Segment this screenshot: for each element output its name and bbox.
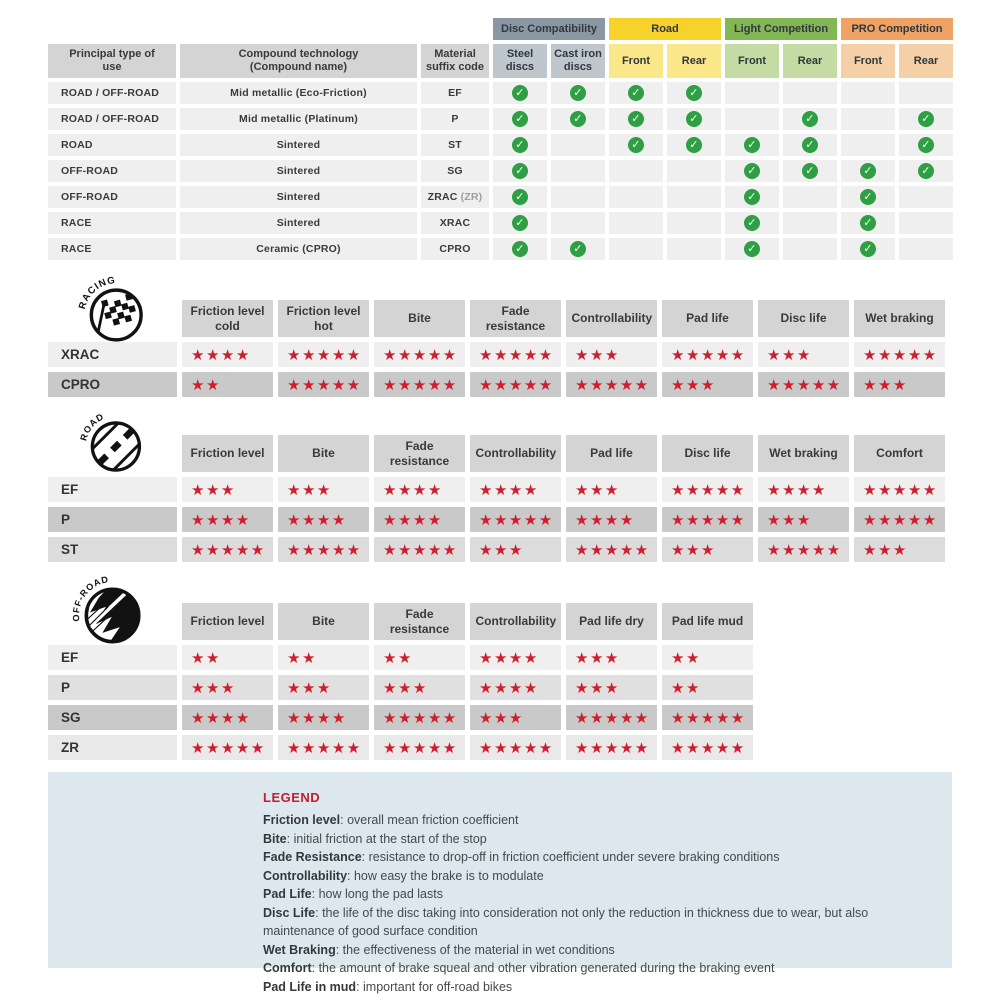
check-cell (899, 160, 953, 182)
check-cell (609, 108, 663, 130)
star-rating: ★★★★ (374, 507, 465, 532)
check-cell (493, 238, 547, 260)
check-icon: ✓ (860, 215, 876, 231)
star-rating: ★★★★★ (470, 507, 561, 532)
star-rating: ★★★ (278, 477, 369, 502)
star-rating: ★★★★★ (182, 537, 273, 562)
rating-column-header: Friction level hot (278, 300, 369, 337)
sub-header: Front (609, 44, 663, 78)
rating-column-header: Controllability (566, 300, 657, 337)
star-rating: ★★★★★ (278, 342, 369, 367)
check-cell (725, 186, 779, 208)
star-rating: ★★ (182, 645, 273, 670)
legend-entry: Controllability: how easy the brake is to modulate (263, 868, 544, 883)
check-cell (725, 82, 779, 104)
star-rating: ★★★★★ (854, 342, 945, 367)
star-rating: ★★★★★ (566, 705, 657, 730)
rating-table-0 (48, 300, 945, 397)
code-cell: SG (421, 160, 489, 182)
rating-column-header: Pad life mud (662, 603, 753, 640)
check-cell (667, 212, 721, 234)
star-rating: ★★★★★ (662, 342, 753, 367)
technology-cell: Sintered (180, 160, 417, 182)
check-icon: ✓ (744, 189, 760, 205)
compound-row-label: XRAC (48, 342, 177, 367)
star-rating: ★★★★★ (278, 735, 369, 760)
offroad-label: OFF-ROAD (70, 574, 110, 622)
check-cell (725, 108, 779, 130)
use-cell: RACE (48, 212, 176, 234)
technology-cell: Mid metallic (Platinum) (180, 108, 417, 130)
star-rating: ★★★★ (758, 477, 849, 502)
code-cell: EF (421, 82, 489, 104)
star-rating: ★★★★★ (662, 477, 753, 502)
compound-row-label: ST (48, 537, 177, 562)
check-icon: ✓ (570, 241, 586, 257)
check-cell (667, 238, 721, 260)
check-cell (667, 82, 721, 104)
sub-header: Rear (783, 44, 837, 78)
racing-label: RACING (77, 274, 117, 311)
star-rating: ★★★★★ (662, 705, 753, 730)
star-rating: ★★ (182, 372, 273, 397)
icon-spacer (48, 603, 177, 640)
check-cell (783, 238, 837, 260)
technology-cell: Ceramic (CPRO) (180, 238, 417, 260)
star-rating: ★★★ (854, 537, 945, 562)
star-rating: ★★★★★ (662, 735, 753, 760)
group-header: PRO Competition (841, 18, 953, 40)
rating-column-header: Fade resistance (374, 603, 465, 640)
star-rating: ★★★ (662, 537, 753, 562)
star-rating: ★★ (374, 645, 465, 670)
sub-header: Front (841, 44, 895, 78)
check-cell (725, 212, 779, 234)
check-cell (551, 82, 605, 104)
sub-header: Cast iron discs (551, 44, 605, 78)
check-cell (899, 212, 953, 234)
compound-row-label: EF (48, 477, 177, 502)
rating-column-header: Pad life (566, 435, 657, 472)
star-rating: ★★★★★ (662, 507, 753, 532)
check-icon: ✓ (628, 137, 644, 153)
check-icon: ✓ (918, 111, 934, 127)
rating-column-header: Bite (278, 603, 369, 640)
check-cell (609, 82, 663, 104)
check-cell (551, 160, 605, 182)
star-rating: ★★★ (278, 675, 369, 700)
check-cell (667, 134, 721, 156)
icon-spacer (48, 300, 177, 337)
star-rating: ★★★ (374, 675, 465, 700)
star-rating: ★★ (662, 675, 753, 700)
check-cell (493, 134, 547, 156)
check-cell (899, 134, 953, 156)
check-icon: ✓ (686, 85, 702, 101)
check-cell (609, 238, 663, 260)
rating-column-header: Wet braking (854, 300, 945, 337)
road-label: ROAD (78, 411, 106, 442)
check-icon: ✓ (802, 137, 818, 153)
check-icon: ✓ (686, 137, 702, 153)
check-cell (841, 238, 895, 260)
code-cell: XRAC (421, 212, 489, 234)
technology-cell: Sintered (180, 134, 417, 156)
legend-entry: Pad Life in mud: important for off-road bikes (263, 979, 513, 994)
code-cell: P (421, 108, 489, 130)
compound-row-label: CPRO (48, 372, 177, 397)
star-rating: ★★★★★ (374, 372, 465, 397)
star-rating: ★★★★★ (278, 372, 369, 397)
rating-column-header: Wet braking (758, 435, 849, 472)
sub-header: Steel discs (493, 44, 547, 78)
rating-column-header: Friction level cold (182, 300, 273, 337)
star-rating: ★★★★ (182, 342, 273, 367)
rating-column-header: Controllability (470, 603, 561, 640)
check-cell (551, 186, 605, 208)
check-cell (667, 160, 721, 182)
check-cell (609, 186, 663, 208)
compatibility-table (48, 18, 953, 260)
star-rating: ★★★ (566, 675, 657, 700)
check-icon: ✓ (512, 215, 528, 231)
star-rating: ★★★★ (566, 507, 657, 532)
rating-column-header: Disc life (662, 435, 753, 472)
check-icon: ✓ (570, 111, 586, 127)
icon-spacer (48, 435, 177, 472)
check-icon: ✓ (802, 163, 818, 179)
star-rating: ★★ (662, 645, 753, 670)
check-cell (899, 108, 953, 130)
star-rating: ★★★★★ (374, 705, 465, 730)
check-cell (493, 212, 547, 234)
star-rating: ★★★★★ (182, 735, 273, 760)
check-cell (841, 186, 895, 208)
check-cell (899, 82, 953, 104)
check-cell (783, 186, 837, 208)
check-icon: ✓ (744, 163, 760, 179)
check-icon: ✓ (802, 111, 818, 127)
code-suffix: (ZR) (460, 191, 483, 203)
check-icon: ✓ (860, 189, 876, 205)
rating-column-header: Pad life dry (566, 603, 657, 640)
star-rating: ★★★ (182, 477, 273, 502)
check-icon: ✓ (512, 85, 528, 101)
check-icon: ✓ (918, 137, 934, 153)
check-cell (841, 108, 895, 130)
check-cell (783, 134, 837, 156)
star-rating: ★★★ (470, 705, 561, 730)
rating-table-1 (48, 435, 945, 562)
code-cell: ST (421, 134, 489, 156)
check-cell (783, 82, 837, 104)
column-header: Principal type of use (48, 44, 176, 78)
star-rating: ★★★ (758, 507, 849, 532)
check-cell (551, 108, 605, 130)
star-rating: ★★★★ (470, 675, 561, 700)
corner-spacer (48, 18, 489, 40)
check-cell (783, 160, 837, 182)
star-rating: ★★★★★ (566, 372, 657, 397)
star-rating: ★★★★★ (566, 735, 657, 760)
star-rating: ★★★★ (182, 507, 273, 532)
legend-entry: Friction level: overall mean friction coefficient (263, 813, 519, 827)
check-cell (899, 238, 953, 260)
check-icon: ✓ (744, 215, 760, 231)
technology-cell: Mid metallic (Eco-Friction) (180, 82, 417, 104)
rating-column-header: Friction level (182, 603, 273, 640)
star-rating: ★★★★ (470, 477, 561, 502)
check-cell (667, 108, 721, 130)
star-rating: ★★★★★ (374, 735, 465, 760)
column-header: Compound technology (Compound name) (180, 44, 417, 78)
star-rating: ★★★★★ (854, 477, 945, 502)
check-cell (493, 160, 547, 182)
star-rating: ★★★★★ (470, 342, 561, 367)
use-cell: ROAD / OFF-ROAD (48, 108, 176, 130)
check-cell (841, 82, 895, 104)
check-cell (841, 134, 895, 156)
technology-cell: Sintered (180, 212, 417, 234)
rating-column-header: Friction level (182, 435, 273, 472)
check-cell (609, 134, 663, 156)
star-rating: ★★★★ (278, 705, 369, 730)
star-rating: ★★★ (566, 645, 657, 670)
check-icon: ✓ (570, 85, 586, 101)
rating-column-header: Pad life (662, 300, 753, 337)
technology-cell: Sintered (180, 186, 417, 208)
check-cell (551, 238, 605, 260)
check-cell (841, 212, 895, 234)
compound-row-label: P (48, 675, 177, 700)
use-cell: OFF-ROAD (48, 186, 176, 208)
legend-entry: Fade Resistance: resistance to drop-off in friction coefficient under severe braking conditions (263, 850, 780, 864)
star-rating: ★★★★★ (758, 372, 849, 397)
sub-header: Rear (899, 44, 953, 78)
star-rating: ★★★ (182, 675, 273, 700)
star-rating: ★★★ (566, 342, 657, 367)
check-cell (783, 108, 837, 130)
use-cell: RACE (48, 238, 176, 260)
star-rating: ★★★★ (374, 477, 465, 502)
check-cell (725, 160, 779, 182)
group-header: Light Competition (725, 18, 837, 40)
column-header: Material suffix code (421, 44, 489, 78)
check-icon: ✓ (744, 241, 760, 257)
code-cell: ZRAC (ZR) (421, 186, 489, 208)
legend-entry: Wet Braking: the effectiveness of the material in wet conditions (263, 942, 615, 957)
rating-column-header: Comfort (854, 435, 945, 472)
compound-row-label: ZR (48, 735, 177, 760)
check-cell (667, 186, 721, 208)
check-cell (493, 108, 547, 130)
star-rating: ★★★★ (278, 507, 369, 532)
check-cell (609, 160, 663, 182)
compound-row-label: P (48, 507, 177, 532)
star-rating: ★★★ (566, 477, 657, 502)
check-icon: ✓ (860, 241, 876, 257)
check-cell (899, 186, 953, 208)
use-cell: OFF-ROAD (48, 160, 176, 182)
check-cell (551, 212, 605, 234)
check-icon: ✓ (686, 111, 702, 127)
legend-box (48, 772, 952, 994)
star-rating: ★★★ (758, 342, 849, 367)
sub-header: Rear (667, 44, 721, 78)
check-icon: ✓ (918, 163, 934, 179)
rating-table-2 (48, 603, 753, 760)
star-rating: ★★★★ (470, 645, 561, 670)
compound-row-label: SG (48, 705, 177, 730)
check-icon: ✓ (628, 85, 644, 101)
star-rating: ★★★★★ (278, 537, 369, 562)
group-header: Road (609, 18, 721, 40)
star-rating: ★★★★★ (470, 735, 561, 760)
legend-entry: Comfort: the amount of brake squeal and other vibration generated during the braking event (263, 961, 775, 975)
check-cell (725, 238, 779, 260)
rating-column-header: Fade resistance (374, 435, 465, 472)
rating-column-header: Bite (374, 300, 465, 337)
check-cell (841, 160, 895, 182)
code-cell: CPRO (421, 238, 489, 260)
use-cell: ROAD / OFF-ROAD (48, 82, 176, 104)
sub-header: Front (725, 44, 779, 78)
rating-column-header: Controllability (470, 435, 561, 472)
check-icon: ✓ (512, 111, 528, 127)
use-cell: ROAD (48, 134, 176, 156)
compound-row-label: EF (48, 645, 177, 670)
check-cell (783, 212, 837, 234)
rating-column-header: Disc life (758, 300, 849, 337)
star-rating: ★★★★★ (374, 537, 465, 562)
legend-entry: Pad Life: how long the pad lasts (263, 887, 443, 901)
legend-entry: Disc Life: the life of the disc taking into consideration not only the reduction in thickness due to wear, but also maintenance of good surface condition (263, 905, 869, 938)
star-rating: ★★★★★ (758, 537, 849, 562)
check-icon: ✓ (512, 189, 528, 205)
check-icon: ✓ (744, 137, 760, 153)
legend-entries (263, 811, 932, 996)
star-rating: ★★★★ (182, 705, 273, 730)
group-header: Disc Compatibility (493, 18, 605, 40)
star-rating: ★★★★★ (374, 342, 465, 367)
star-rating: ★★★ (854, 372, 945, 397)
star-rating: ★★★★★ (566, 537, 657, 562)
check-icon: ✓ (628, 111, 644, 127)
check-icon: ✓ (512, 137, 528, 153)
star-rating: ★★★ (470, 537, 561, 562)
legend-entry: Bite: initial friction at the start of the stop (263, 831, 487, 846)
star-rating: ★★★★★ (470, 372, 561, 397)
check-cell (493, 186, 547, 208)
check-icon: ✓ (512, 241, 528, 257)
star-rating: ★★★★★ (854, 507, 945, 532)
check-cell (551, 134, 605, 156)
rating-column-header: Bite (278, 435, 369, 472)
star-rating: ★★ (278, 645, 369, 670)
check-cell (725, 134, 779, 156)
star-rating: ★★★ (662, 372, 753, 397)
check-cell (609, 212, 663, 234)
check-cell (493, 82, 547, 104)
rating-column-header: Fade resistance (470, 300, 561, 337)
check-icon: ✓ (512, 163, 528, 179)
check-icon: ✓ (860, 163, 876, 179)
legend-title: LEGEND (263, 790, 321, 805)
